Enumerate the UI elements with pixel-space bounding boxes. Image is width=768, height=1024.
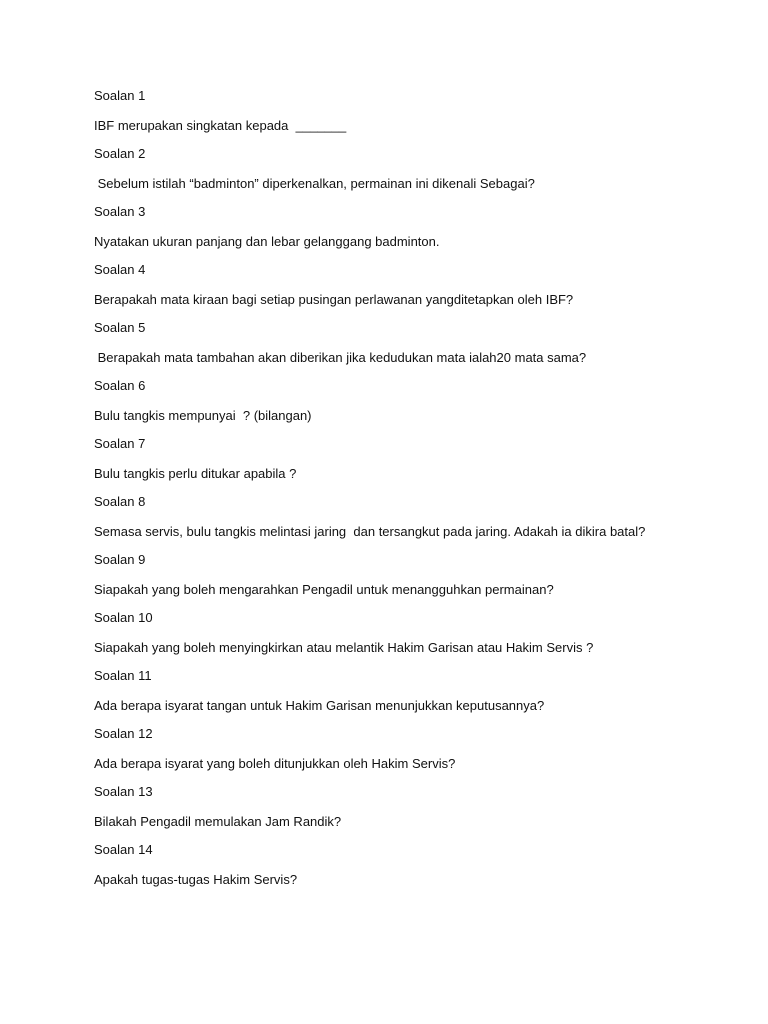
question-item-3 [94,203,674,252]
question-label: Soalan 12 [94,726,153,741]
question-label: Soalan 1 [94,88,146,103]
question-list [94,87,674,899]
question-item-14 [94,841,674,890]
question-item-10 [94,609,674,658]
question-label: Soalan 9 [94,552,146,567]
question-text: Nyatakan ukuran panjang dan lebar gelanggang badminton. [94,234,440,249]
question-item-2 [94,145,674,194]
question-text: Berapakah mata kiraan bagi setiap pusingan perlawanan yangditetapkan oleh IBF? [94,292,574,307]
question-text: Bulu tangkis mempunyai ? (bilangan) [94,408,312,423]
question-label: Soalan 5 [94,320,146,335]
question-text: IBF merupakan singkatan kepada _______ [94,118,347,133]
question-label: Soalan 2 [94,146,146,161]
question-text: Semasa servis, bulu tangkis melintasi jaring dan tersangkut pada jaring. Adakah ia dikira batal? [94,524,646,539]
question-text: Siapakah yang boleh mengarahkan Pengadil untuk menangguhkan permainan? [94,582,554,597]
question-label: Soalan 7 [94,436,146,451]
question-label: Soalan 3 [94,204,146,219]
question-item-1 [94,87,674,136]
question-label: Soalan 6 [94,378,146,393]
question-label: Soalan 10 [94,610,153,625]
question-item-12 [94,725,674,774]
question-text: Ada berapa isyarat yang boleh ditunjukkan oleh Hakim Servis? [94,756,456,771]
question-item-5 [94,319,674,368]
question-item-6 [94,377,674,426]
question-item-8 [94,493,674,542]
question-text: Ada berapa isyarat tangan untuk Hakim Garisan menunjukkan keputusannya? [94,698,545,713]
question-label: Soalan 11 [94,668,152,683]
question-text: Siapakah yang boleh menyingkirkan atau melantik Hakim Garisan atau Hakim Servis ? [94,640,594,655]
question-text: Apakah tugas-tugas Hakim Servis? [94,872,298,887]
question-item-13 [94,783,674,832]
question-label: Soalan 13 [94,784,153,799]
question-text: Berapakah mata tambahan akan diberikan jika kedudukan mata ialah20 mata sama? [94,350,587,365]
question-label: Soalan 14 [94,842,153,857]
question-item-11 [94,667,674,716]
question-text: Sebelum istilah “badminton” diperkenalkan, permainan ini dikenali Sebagai? [94,176,535,191]
question-text: Bilakah Pengadil memulakan Jam Randik? [94,814,342,829]
question-item-7 [94,435,674,484]
question-item-9 [94,551,674,600]
question-label: Soalan 8 [94,494,146,509]
question-label: Soalan 4 [94,262,146,277]
question-item-4 [94,261,674,310]
question-text: Bulu tangkis perlu ditukar apabila ? [94,466,297,481]
